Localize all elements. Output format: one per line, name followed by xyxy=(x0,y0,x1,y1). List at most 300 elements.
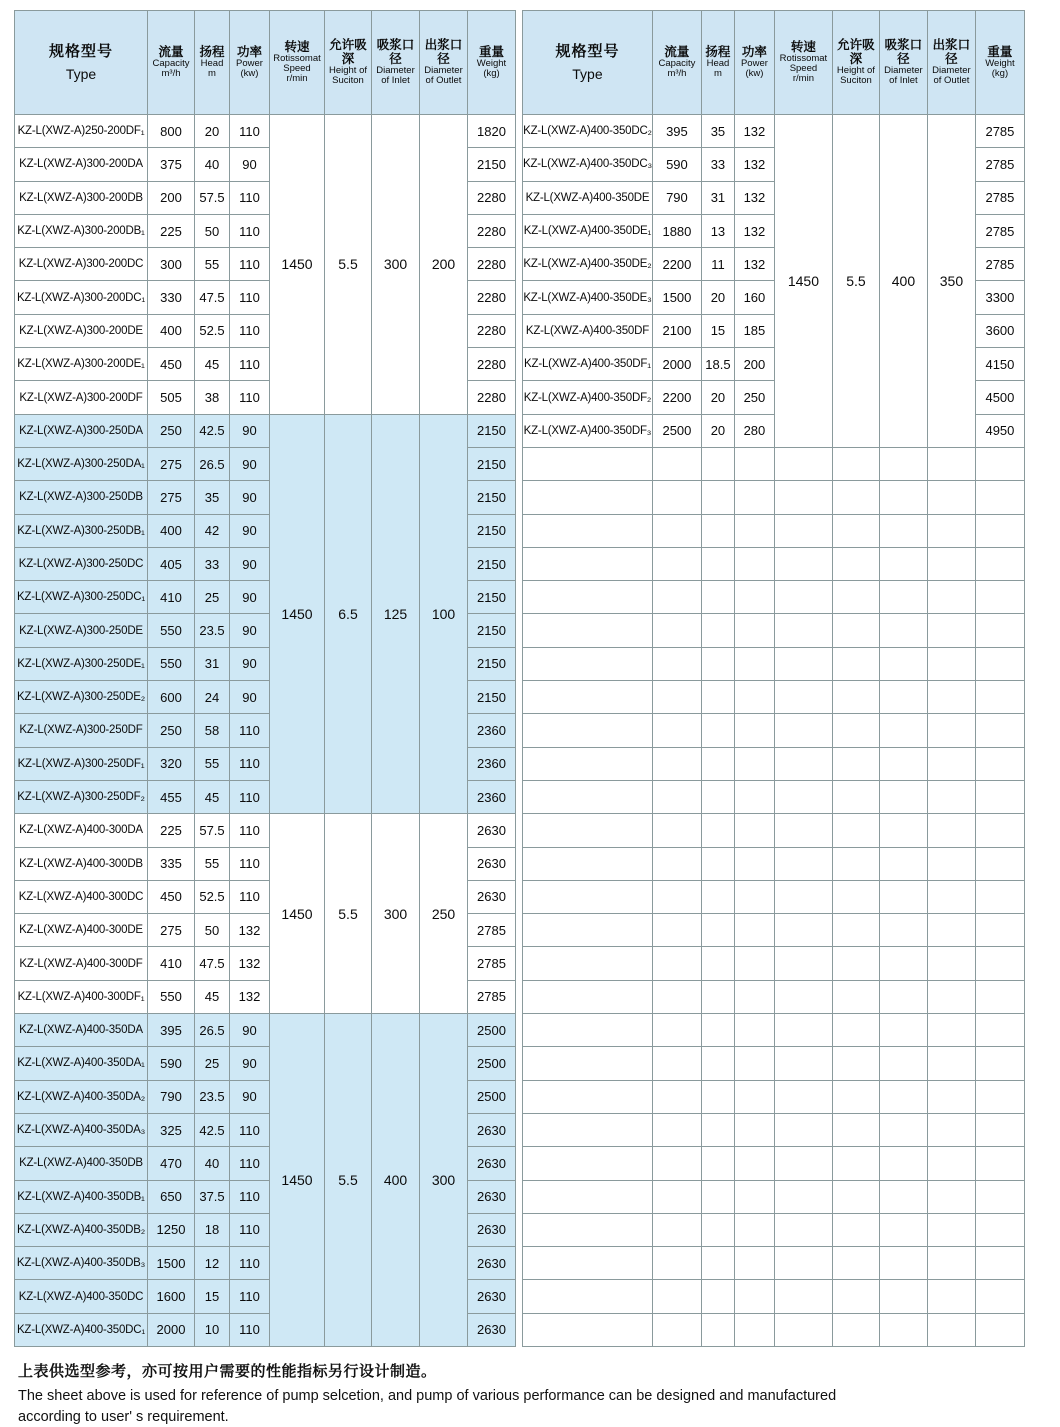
cell-empty xyxy=(701,1147,734,1180)
cell-empty xyxy=(927,814,975,847)
cell-weight: 2280 xyxy=(468,214,516,247)
cell-empty xyxy=(832,1213,879,1246)
cell-empty xyxy=(879,747,927,780)
cell-capacity: 550 xyxy=(148,647,195,680)
cell-power: 110 xyxy=(230,281,270,314)
cell-empty xyxy=(701,1180,734,1213)
cell-empty xyxy=(832,814,879,847)
table-row-empty xyxy=(523,1280,1025,1313)
cell-type: KZ-L(XWZ-A)400-300DA xyxy=(15,814,148,847)
cell-capacity: 450 xyxy=(148,348,195,381)
cell-power: 185 xyxy=(734,314,774,347)
table-row xyxy=(523,115,1025,148)
cell-empty xyxy=(652,880,701,913)
cell-empty xyxy=(927,1313,975,1346)
cell-empty xyxy=(774,947,832,980)
cell-type: KZ-L(XWZ-A)400-350DE₂ xyxy=(523,248,653,281)
table-row-empty xyxy=(523,947,1025,980)
cell-empty xyxy=(701,1280,734,1313)
cell-speed: 1450 xyxy=(774,115,832,448)
cell-empty xyxy=(927,1113,975,1146)
cell-empty xyxy=(701,980,734,1013)
cell-capacity: 325 xyxy=(148,1113,195,1146)
cell-empty xyxy=(832,747,879,780)
cell-weight: 2150 xyxy=(468,647,516,680)
cell-head: 12 xyxy=(195,1247,230,1280)
cell-type: KZ-L(XWZ-A)400-350DB₃ xyxy=(15,1247,148,1280)
cell-capacity: 1500 xyxy=(652,281,701,314)
cell-empty xyxy=(701,547,734,580)
cell-weight: 2280 xyxy=(468,248,516,281)
cell-power: 110 xyxy=(230,314,270,347)
cell-empty xyxy=(975,914,1024,947)
cell-weight: 2150 xyxy=(468,547,516,580)
cell-empty xyxy=(734,1047,774,1080)
header-capacity: 流量 Capacity m³/h xyxy=(652,11,701,115)
cell-speed: 1450 xyxy=(270,414,325,814)
cell-empty xyxy=(734,914,774,947)
cell-empty xyxy=(734,1213,774,1246)
cell-empty xyxy=(523,481,653,514)
cell-capacity: 800 xyxy=(148,115,195,148)
cell-empty xyxy=(879,780,927,813)
cell-empty xyxy=(701,1014,734,1047)
table-row-empty xyxy=(523,447,1025,480)
cell-empty xyxy=(975,847,1024,880)
cell-empty xyxy=(523,514,653,547)
cell-weight: 2630 xyxy=(468,1113,516,1146)
left-table-body xyxy=(15,115,516,1347)
cell-empty xyxy=(774,980,832,1013)
cell-empty xyxy=(927,614,975,647)
cell-power: 250 xyxy=(734,381,774,414)
cell-empty xyxy=(975,947,1024,980)
cell-empty xyxy=(832,1247,879,1280)
cell-inlet: 400 xyxy=(879,115,927,448)
cell-empty xyxy=(701,481,734,514)
cell-empty xyxy=(652,681,701,714)
cell-empty xyxy=(832,647,879,680)
header-capacity: 流量 Capacity m³/h xyxy=(148,11,195,115)
cell-empty xyxy=(523,1213,653,1246)
cell-weight: 2630 xyxy=(468,1213,516,1246)
cell-empty xyxy=(774,880,832,913)
cell-weight: 2280 xyxy=(468,348,516,381)
cell-empty xyxy=(879,447,927,480)
cell-power: 110 xyxy=(230,214,270,247)
cell-capacity: 2200 xyxy=(652,248,701,281)
table-row-empty xyxy=(523,1014,1025,1047)
cell-empty xyxy=(975,780,1024,813)
cell-empty xyxy=(652,1014,701,1047)
cell-empty xyxy=(523,980,653,1013)
cell-empty xyxy=(927,1147,975,1180)
cell-empty xyxy=(975,980,1024,1013)
cell-type: KZ-L(XWZ-A)300-250DB₁ xyxy=(15,514,148,547)
cell-empty xyxy=(734,1280,774,1313)
table-row-empty xyxy=(523,581,1025,614)
cell-empty xyxy=(879,714,927,747)
cell-empty xyxy=(879,681,927,714)
header-head: 扬程 Head m xyxy=(701,11,734,115)
cell-empty xyxy=(701,647,734,680)
header-inlet: 吸浆口径 Diameter of Inlet xyxy=(372,11,420,115)
cell-empty xyxy=(701,714,734,747)
cell-weight: 1820 xyxy=(468,115,516,148)
cell-empty xyxy=(879,1113,927,1146)
cell-empty xyxy=(975,614,1024,647)
cell-power: 110 xyxy=(230,181,270,214)
cell-power: 90 xyxy=(230,1047,270,1080)
cell-empty xyxy=(879,1247,927,1280)
cell-empty xyxy=(832,1047,879,1080)
cell-capacity: 550 xyxy=(148,614,195,647)
cell-weight: 2785 xyxy=(468,947,516,980)
cell-empty xyxy=(832,1080,879,1113)
cell-head: 37.5 xyxy=(195,1180,230,1213)
cell-empty xyxy=(975,1113,1024,1146)
cell-empty xyxy=(975,714,1024,747)
cell-type: KZ-L(XWZ-A)400-350DB₁ xyxy=(15,1180,148,1213)
cell-empty xyxy=(879,880,927,913)
table-row-empty xyxy=(523,1080,1025,1113)
cell-empty xyxy=(652,1147,701,1180)
cell-empty xyxy=(879,1014,927,1047)
cell-power: 132 xyxy=(734,148,774,181)
cell-empty xyxy=(879,547,927,580)
cell-type: KZ-L(XWZ-A)400-350DF₃ xyxy=(523,414,653,447)
cell-speed: 1450 xyxy=(270,115,325,415)
table-row-empty xyxy=(523,1180,1025,1213)
cell-empty xyxy=(734,647,774,680)
cell-type: KZ-L(XWZ-A)400-350DB xyxy=(15,1147,148,1180)
cell-power: 132 xyxy=(734,181,774,214)
cell-empty xyxy=(774,1280,832,1313)
cell-capacity: 650 xyxy=(148,1180,195,1213)
cell-weight: 2785 xyxy=(975,148,1024,181)
cell-empty xyxy=(523,681,653,714)
cell-empty xyxy=(701,447,734,480)
table-row xyxy=(15,115,516,148)
cell-empty xyxy=(701,747,734,780)
header-type: 规格型号 Type xyxy=(15,11,148,115)
cell-empty xyxy=(832,980,879,1013)
cell-empty xyxy=(927,647,975,680)
cell-head: 26.5 xyxy=(195,1014,230,1047)
cell-empty xyxy=(774,481,832,514)
cell-empty xyxy=(879,647,927,680)
cell-type: KZ-L(XWZ-A)300-200DE₁ xyxy=(15,348,148,381)
cell-head: 42.5 xyxy=(195,1113,230,1146)
cell-empty xyxy=(652,581,701,614)
cell-power: 110 xyxy=(230,1280,270,1313)
cell-empty xyxy=(879,481,927,514)
header-speed: 转速 Rotissomat Speed r/min xyxy=(774,11,832,115)
cell-empty xyxy=(975,447,1024,480)
cell-capacity: 395 xyxy=(148,1014,195,1047)
cell-type: KZ-L(XWZ-A)400-350DA₃ xyxy=(15,1113,148,1146)
cell-power: 90 xyxy=(230,514,270,547)
cell-capacity: 250 xyxy=(148,714,195,747)
cell-type: KZ-L(XWZ-A)300-200DA xyxy=(15,148,148,181)
cell-capacity: 300 xyxy=(148,248,195,281)
cell-empty xyxy=(832,1313,879,1346)
cell-speed: 1450 xyxy=(270,1014,325,1347)
cell-capacity: 275 xyxy=(148,914,195,947)
header-speed: 转速 Rotissomat Speed r/min xyxy=(270,11,325,115)
cell-capacity: 2100 xyxy=(652,314,701,347)
table-row-empty xyxy=(523,547,1025,580)
cell-empty xyxy=(975,547,1024,580)
cell-empty xyxy=(734,980,774,1013)
cell-weight: 2500 xyxy=(468,1047,516,1080)
cell-empty xyxy=(774,614,832,647)
cell-empty xyxy=(774,1213,832,1246)
cell-empty xyxy=(701,947,734,980)
cell-capacity: 790 xyxy=(148,1080,195,1113)
cell-empty xyxy=(523,1247,653,1280)
cell-type: KZ-L(XWZ-A)400-350DF xyxy=(523,314,653,347)
cell-empty xyxy=(927,514,975,547)
cell-head: 24 xyxy=(195,681,230,714)
cell-weight: 2150 xyxy=(468,447,516,480)
cell-weight: 2630 xyxy=(468,1247,516,1280)
cell-empty xyxy=(832,914,879,947)
cell-suction: 5.5 xyxy=(325,115,372,415)
table-row-empty xyxy=(523,647,1025,680)
cell-type: KZ-L(XWZ-A)300-250DB xyxy=(15,481,148,514)
header-type: 规格型号 Type xyxy=(523,11,653,115)
cell-capacity: 225 xyxy=(148,214,195,247)
table-row-empty xyxy=(523,747,1025,780)
cell-empty xyxy=(734,1080,774,1113)
cell-empty xyxy=(927,714,975,747)
cell-empty xyxy=(523,1047,653,1080)
cell-empty xyxy=(879,1080,927,1113)
cell-empty xyxy=(927,681,975,714)
cell-head: 52.5 xyxy=(195,314,230,347)
cell-head: 15 xyxy=(701,314,734,347)
cell-head: 35 xyxy=(701,115,734,148)
cell-empty xyxy=(832,1180,879,1213)
cell-capacity: 400 xyxy=(148,514,195,547)
cell-empty xyxy=(927,914,975,947)
cell-empty xyxy=(701,681,734,714)
cell-empty xyxy=(774,1247,832,1280)
cell-type: KZ-L(XWZ-A)250-200DF₁ xyxy=(15,115,148,148)
cell-empty xyxy=(832,614,879,647)
cell-empty xyxy=(701,581,734,614)
cell-empty xyxy=(927,1213,975,1246)
cell-weight: 2630 xyxy=(468,1313,516,1346)
cell-type: KZ-L(XWZ-A)400-300DF₁ xyxy=(15,980,148,1013)
cell-capacity: 395 xyxy=(652,115,701,148)
cell-capacity: 590 xyxy=(148,1047,195,1080)
cell-head: 45 xyxy=(195,980,230,1013)
cell-empty xyxy=(701,814,734,847)
cell-type: KZ-L(XWZ-A)300-250DF xyxy=(15,714,148,747)
cell-empty xyxy=(652,647,701,680)
cell-weight: 2150 xyxy=(468,481,516,514)
cell-empty xyxy=(734,1113,774,1146)
cell-empty xyxy=(879,1313,927,1346)
cell-empty xyxy=(832,581,879,614)
cell-head: 47.5 xyxy=(195,281,230,314)
header-weight: 重量 Weight (kg) xyxy=(468,11,516,115)
cell-head: 50 xyxy=(195,914,230,947)
cell-type: KZ-L(XWZ-A)400-350DE₃ xyxy=(523,281,653,314)
cell-head: 15 xyxy=(195,1280,230,1313)
table-row-empty xyxy=(523,914,1025,947)
cell-capacity: 410 xyxy=(148,947,195,980)
cell-weight: 2280 xyxy=(468,381,516,414)
cell-weight: 2630 xyxy=(468,1180,516,1213)
cell-weight: 2500 xyxy=(468,1080,516,1113)
cell-empty xyxy=(701,1113,734,1146)
cell-empty xyxy=(652,1180,701,1213)
cell-power: 200 xyxy=(734,348,774,381)
cell-type: KZ-L(XWZ-A)400-350DA₂ xyxy=(15,1080,148,1113)
cell-empty xyxy=(774,1047,832,1080)
cell-empty xyxy=(523,1147,653,1180)
cell-empty xyxy=(523,447,653,480)
cell-empty xyxy=(832,547,879,580)
left-spec-table xyxy=(14,10,516,1347)
cell-capacity: 200 xyxy=(148,181,195,214)
header-suction: 允许吸深 Height of Suciton xyxy=(832,11,879,115)
cell-empty xyxy=(879,1180,927,1213)
cell-type: KZ-L(XWZ-A)300-250DC₁ xyxy=(15,581,148,614)
cell-weight: 2150 xyxy=(468,681,516,714)
cell-weight: 2150 xyxy=(468,614,516,647)
cell-head: 52.5 xyxy=(195,880,230,913)
cell-empty xyxy=(652,447,701,480)
cell-empty xyxy=(927,447,975,480)
cell-power: 110 xyxy=(230,880,270,913)
cell-empty xyxy=(879,1213,927,1246)
cell-weight: 2785 xyxy=(975,115,1024,148)
cell-weight: 2500 xyxy=(468,1014,516,1047)
table-row-empty xyxy=(523,780,1025,813)
header-outlet: 出浆口径 Diameter of Outlet xyxy=(420,11,468,115)
cell-type: KZ-L(XWZ-A)400-350DF₂ xyxy=(523,381,653,414)
cell-inlet: 400 xyxy=(372,1014,420,1347)
cell-empty xyxy=(734,481,774,514)
cell-empty xyxy=(523,1113,653,1146)
cell-empty xyxy=(523,1313,653,1346)
cell-head: 13 xyxy=(701,214,734,247)
cell-weight: 2630 xyxy=(468,1147,516,1180)
cell-empty xyxy=(734,880,774,913)
cell-empty xyxy=(734,714,774,747)
cell-empty xyxy=(734,780,774,813)
cell-capacity: 375 xyxy=(148,148,195,181)
cell-empty xyxy=(832,514,879,547)
table-row-empty xyxy=(523,681,1025,714)
cell-empty xyxy=(701,880,734,913)
cell-type: KZ-L(XWZ-A)300-250DE₂ xyxy=(15,681,148,714)
cell-empty xyxy=(523,547,653,580)
cell-outlet: 350 xyxy=(927,115,975,448)
cell-empty xyxy=(652,914,701,947)
table-row-empty xyxy=(523,1213,1025,1246)
cell-suction: 6.5 xyxy=(325,414,372,814)
cell-type: KZ-L(XWZ-A)300-200DE xyxy=(15,314,148,347)
cell-empty xyxy=(927,880,975,913)
cell-empty xyxy=(927,547,975,580)
cell-empty xyxy=(523,714,653,747)
cell-power: 90 xyxy=(230,614,270,647)
left-table-header xyxy=(15,11,516,115)
cell-head: 20 xyxy=(701,381,734,414)
cell-head: 57.5 xyxy=(195,181,230,214)
cell-weight: 2150 xyxy=(468,514,516,547)
cell-empty xyxy=(832,1113,879,1146)
cell-head: 18 xyxy=(195,1213,230,1246)
cell-power: 90 xyxy=(230,681,270,714)
cell-capacity: 590 xyxy=(652,148,701,181)
cell-empty xyxy=(975,1047,1024,1080)
cell-empty xyxy=(975,681,1024,714)
cell-head: 55 xyxy=(195,847,230,880)
cell-capacity: 275 xyxy=(148,447,195,480)
cell-empty xyxy=(523,1180,653,1213)
cell-empty xyxy=(774,714,832,747)
cell-empty xyxy=(652,614,701,647)
cell-empty xyxy=(832,880,879,913)
cell-empty xyxy=(523,614,653,647)
cell-weight: 4500 xyxy=(975,381,1024,414)
cell-capacity: 470 xyxy=(148,1147,195,1180)
table-row-empty xyxy=(523,814,1025,847)
cell-inlet: 125 xyxy=(372,414,420,814)
cell-empty xyxy=(774,1113,832,1146)
cell-empty xyxy=(652,547,701,580)
cell-empty xyxy=(832,714,879,747)
cell-weight: 4950 xyxy=(975,414,1024,447)
cell-suction: 5.5 xyxy=(325,1014,372,1347)
table-row-empty xyxy=(523,847,1025,880)
cell-empty xyxy=(927,980,975,1013)
cell-empty xyxy=(523,780,653,813)
cell-empty xyxy=(523,847,653,880)
right-spec-table xyxy=(522,10,1025,1347)
cell-empty xyxy=(975,1014,1024,1047)
cell-capacity: 410 xyxy=(148,581,195,614)
cell-head: 10 xyxy=(195,1313,230,1346)
cell-empty xyxy=(975,1180,1024,1213)
cell-empty xyxy=(879,614,927,647)
cell-head: 58 xyxy=(195,714,230,747)
header-head: 扬程 Head m xyxy=(195,11,230,115)
cell-empty xyxy=(523,747,653,780)
cell-empty xyxy=(652,1047,701,1080)
cell-capacity: 455 xyxy=(148,780,195,813)
cell-head: 33 xyxy=(701,148,734,181)
cell-power: 90 xyxy=(230,1014,270,1047)
cell-empty xyxy=(975,1213,1024,1246)
cell-capacity: 450 xyxy=(148,880,195,913)
cell-empty xyxy=(652,947,701,980)
cell-capacity: 400 xyxy=(148,314,195,347)
cell-empty xyxy=(927,1280,975,1313)
cell-head: 42.5 xyxy=(195,414,230,447)
cell-empty xyxy=(734,1014,774,1047)
table-row-empty xyxy=(523,714,1025,747)
right-table-header xyxy=(523,11,1025,115)
cell-power: 132 xyxy=(734,248,774,281)
cell-empty xyxy=(879,581,927,614)
